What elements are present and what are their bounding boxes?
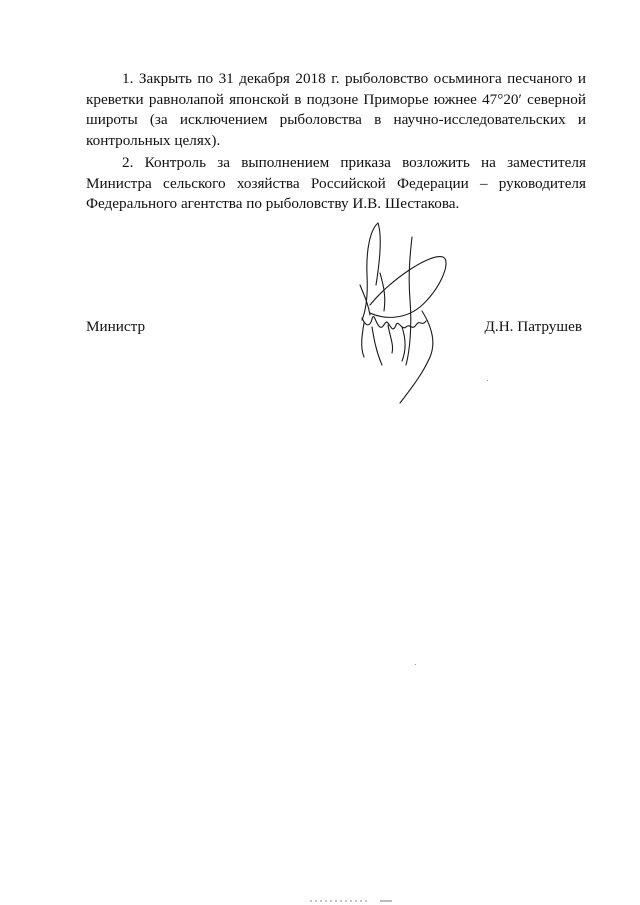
scan-edge-mark: [310, 899, 430, 903]
signatory-name: Д.Н. Патрушев: [484, 318, 582, 335]
scan-speck: [415, 664, 416, 665]
order-paragraph-2: 2. Контроль за выполнением приказа возложить на заместителя Министра сельского хозяйства Российской Федерации – руководителя Федерального агентства по рыболовству И.В. Шестакова.: [86, 154, 586, 213]
scan-speck: [487, 380, 488, 381]
signatory-title: Министр: [86, 318, 146, 335]
handwritten-signature: [340, 215, 470, 410]
order-paragraph-1: 1. Закрыть по 31 декабря 2018 г. рыболовство осьминога песчаного и креветки равнолапой японской в подзоне Приморье южнее 47°20′ северной широты (за исключением рыболовства в научно-исследовательских и контрольных целях).: [86, 70, 586, 149]
